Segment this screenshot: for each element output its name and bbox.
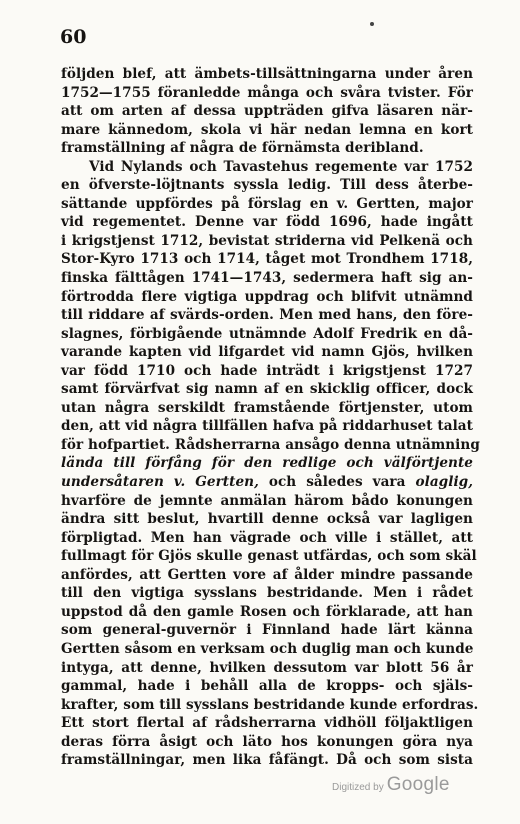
text-line: i krigstjenst 1712, bevistat striderna vid Pelkenä och — [61, 232, 473, 249]
text-line: följden blef, att ämbets-tillsättningarna under åren — [61, 66, 473, 82]
text-line — [61, 473, 473, 492]
text-line: ländа till förfång för den redlige och välförtjente — [61, 455, 473, 472]
text-line: Ett stort flertal af rådsherrarna vidhöll följaktligen — [61, 715, 473, 732]
text-line: anfördes, att Gertten vore af ålder mindre passande — [61, 566, 473, 583]
text-line: framställning af några de förnämsta deribland. — [61, 140, 424, 157]
text-line: finska fälttågen 1741—1743, sedermera haft sig an- — [61, 270, 473, 287]
italic-run: undersåtaren v. Gertten, — [61, 474, 259, 491]
text-line: samt förvärfvat sig namn af en skicklig officer, dock — [61, 381, 473, 398]
digitized-by-label: Digitized by — [332, 782, 384, 793]
text-line: ändra sitt beslut, hvartill denne också var lagligen — [61, 511, 473, 528]
text-line: framställningar, men lika fåfängt. Då och som sista — [61, 752, 473, 769]
text-line: 1752—1755 föranledde många och svåra tvister. För — [61, 84, 473, 101]
text-line: var född 1710 och hade inträdt i krigstjenst 1727 — [61, 362, 473, 379]
text-line: till riddare af svärds-orden. Men med hans, den före- — [61, 307, 473, 324]
text-line: mare kännedom, skola vi här nedan lemna en kort — [61, 121, 473, 138]
roman-run: och således vara — [258, 474, 416, 491]
text-line: Gertten såsom en verksam och duglig man och kunde — [61, 640, 474, 657]
text-line: den, att vid några tillfällen hafva på riddarhuset talat — [61, 418, 473, 435]
text-line: till den vigtiga sysslans bestridande. Men i rådet — [61, 585, 473, 602]
text-line: att om arten af dessa uppträden gifva läsaren när- — [61, 103, 473, 120]
text-line: intyga, att denne, hvilken dessutom var blott 56 år — [61, 659, 473, 676]
body-text — [61, 65, 480, 770]
google-logo: Google — [386, 774, 450, 795]
italic-run: olaglig, — [415, 474, 473, 491]
text-line: krafter, som till sysslans bestridande kunde erfordras. — [61, 696, 479, 713]
text-line: slagnes, förbigående utnämnde Adolf Fredrik en då- — [61, 325, 473, 342]
digitized-watermark — [332, 774, 450, 796]
text-line: hvarföre de jemnte anmälan härom bådo konungen — [61, 492, 473, 509]
text-line: utan några serskildt framstående förtjenster, utom — [61, 399, 473, 416]
text-line: sättande uppfördes på förslag en v. Gertten, major — [61, 195, 473, 212]
text-line: Stor-Kyro 1713 och 1714, tåget mot Trondhem 1718, — [61, 251, 473, 268]
text-line: för hofpartiet. Rådsherrarna ansågo denna utnämning — [61, 436, 480, 453]
text-line: varande kapten vid lifgardet vid namn Gjös, hvilken — [61, 344, 473, 361]
text-line: som general-guvernör i Finnland hade lärt känna — [61, 622, 473, 639]
ink-mark — [370, 22, 374, 26]
text-line: fullmagt för Gjös skulle genast utfärdas, och som skäl — [61, 548, 477, 565]
text-line: förpligtad. Men han vägrade och ville i stället, att — [61, 529, 473, 546]
text-line: förtrodda flere vigtiga uppdrag och blifvit utnämnd — [61, 288, 473, 305]
text-line: uppstod då den gamle Rosen och förklarade, att han — [61, 603, 473, 620]
page-number: 60 — [60, 26, 87, 48]
text-line: en öfverste-löjtnants syssla ledig. Till dess återbe- — [61, 177, 473, 194]
text-line: gammal, hade i behåll alla de kropps- och själs- — [61, 678, 473, 695]
text-line: Vid Nylands och Tavastehus regemente var 1752 — [89, 158, 473, 175]
text-line: deras förra åsigt och läto hos konungen göra nya — [61, 733, 473, 750]
text-line: vid regementet. Denne var född 1696, hade ingått — [61, 214, 473, 231]
